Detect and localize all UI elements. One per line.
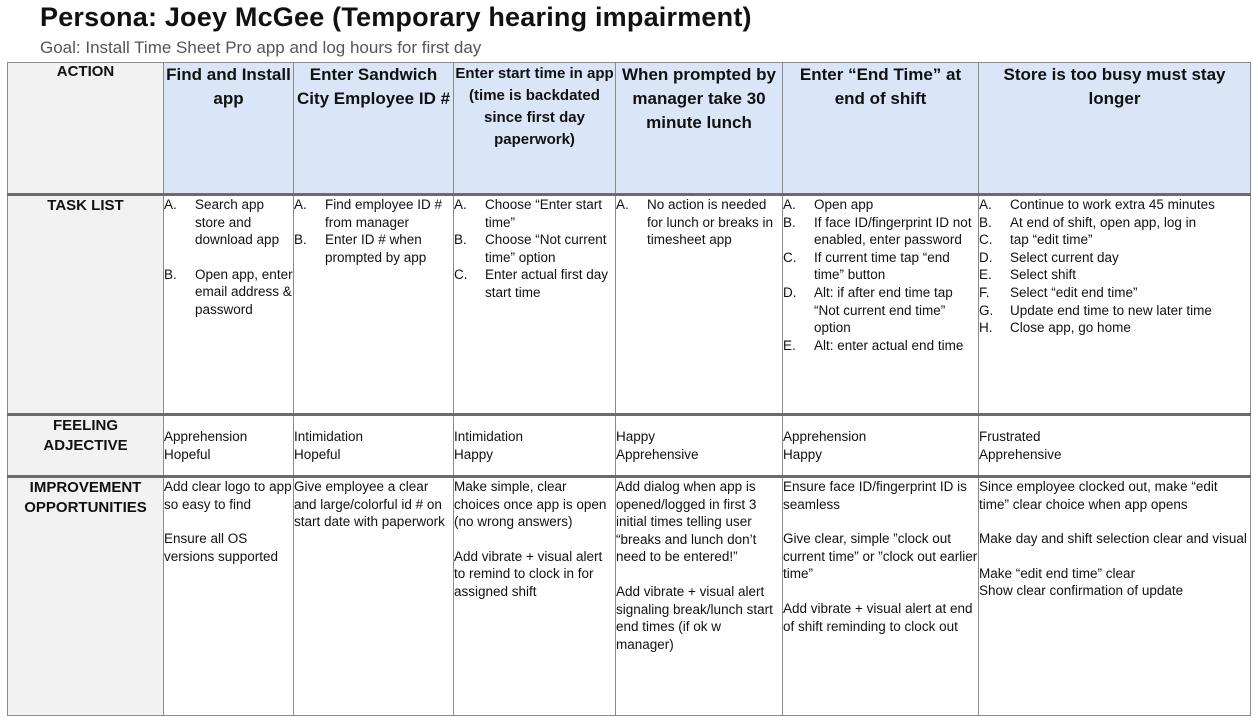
task-item — [979, 319, 1250, 337]
task-item — [979, 196, 1250, 214]
task-text: Select current day — [1010, 249, 1119, 265]
feeling-adjective: Hopeful — [164, 446, 211, 462]
task-list — [616, 196, 782, 249]
task-item — [783, 284, 978, 337]
task-list — [164, 196, 293, 319]
feeling-adjective: Apprehension — [783, 429, 867, 444]
improvement-cell-1 — [164, 477, 294, 716]
task-text: Open app — [814, 197, 874, 212]
task-item — [454, 231, 615, 266]
task-marker: C. — [454, 267, 468, 283]
feeling-cell-3 — [454, 415, 616, 477]
task-marker: A. — [616, 197, 629, 212]
task-item — [616, 196, 782, 249]
row-header-feeling-line2: ADJECTIVE — [43, 437, 128, 454]
feeling-adjective: Apprehensive — [979, 446, 1062, 462]
improvement-text: Add clear logo to app so easy to find — [164, 479, 292, 512]
improvement-text: Make “edit end time” clear Show clear confirmation of update — [979, 565, 1184, 599]
row-header-improvement-line2: OPPORTUNITIES — [24, 499, 147, 516]
improvement-text: Make simple, clear choices once app is open (no wrong answers) — [454, 479, 607, 530]
task-marker: B. — [454, 232, 467, 248]
list-spacer — [164, 249, 293, 266]
improvement-cell-3 — [454, 477, 616, 716]
task-cell-6 — [979, 195, 1251, 415]
task-cell-1 — [164, 195, 294, 415]
improvement-text: Add vibrate + visual alert signaling break/lunch start end times (if ok w manager) — [616, 583, 773, 652]
task-marker: B. — [164, 266, 177, 282]
task-marker: A. — [164, 197, 177, 212]
task-cell-2 — [294, 195, 454, 415]
row-header-improvement-line1: IMPROVEMENT — [29, 479, 142, 496]
task-item — [294, 231, 453, 266]
task-list — [454, 196, 615, 302]
action-cell-6: Store is too busy must stay longer — [979, 63, 1251, 195]
improvement-row — [8, 477, 1251, 716]
task-marker: A. — [454, 197, 467, 212]
task-item — [979, 214, 1250, 232]
improvement-text: Since employee clocked out, make “edit time” clear choice when app opens — [979, 479, 1218, 512]
task-item — [979, 249, 1250, 267]
improvement-text: Add dialog when app is opened/logged in first 3 initial times telling user “breaks and lunch don’t need to be entered!” — [616, 479, 757, 565]
task-item — [783, 214, 978, 249]
task-text: Enter actual first day start time — [485, 267, 609, 300]
task-text: Choose “Not current time” option — [485, 232, 607, 265]
task-marker: E. — [783, 337, 796, 353]
feeling-adjective: Apprehensive — [616, 446, 699, 462]
action-cell-3: Enter start time in app (time is backdated since first day paperwork) — [454, 63, 616, 195]
feeling-adjective: Happy — [454, 446, 494, 462]
task-item — [783, 196, 978, 214]
improvement-text: Add vibrate + visual alert to remind to clock in for assigned shift — [454, 548, 603, 599]
task-cell-5 — [783, 195, 979, 415]
task-item — [979, 302, 1250, 320]
task-marker: D. — [783, 284, 797, 300]
task-text: Alt: if after end time tap “Not current end time” option — [814, 284, 953, 336]
task-text: At end of shift, open app, log in — [1010, 214, 1197, 230]
task-marker: A. — [294, 197, 307, 212]
task-marker: E. — [979, 267, 992, 283]
action-row — [8, 63, 1251, 195]
task-item — [783, 337, 978, 355]
task-item — [979, 231, 1250, 249]
improvement-text: Give clear, simple ”clock out current time” or ”clock out earlier time” — [783, 531, 978, 582]
feeling-adjective: Happy — [783, 446, 823, 462]
task-text: No action is needed for lunch or breaks in timesheet app — [647, 197, 774, 248]
task-cell-4 — [616, 195, 783, 415]
task-text: tap “edit time” — [1010, 232, 1093, 248]
task-marker: G. — [979, 302, 994, 318]
improvement-text: Make day and shift selection clear and visual — [979, 531, 1247, 547]
task-marker: A. — [783, 197, 796, 212]
task-text: Alt: enter actual end time — [814, 337, 964, 353]
improvement-text: Ensure all OS versions supported — [164, 531, 279, 564]
action-cell-2: Enter Sandwich City Employee ID # — [294, 63, 454, 195]
task-text: Select shift — [1010, 267, 1077, 283]
feeling-cell-4 — [616, 415, 783, 477]
improvement-cell-5 — [783, 477, 979, 716]
task-marker: C. — [783, 249, 797, 265]
task-marker: D. — [979, 249, 993, 265]
task-cell-3 — [454, 195, 616, 415]
task-text: Select “edit end time” — [1010, 284, 1138, 300]
feeling-cell-5 — [783, 415, 979, 477]
feeling-adjective: Apprehension — [164, 429, 248, 444]
improvement-cell-4 — [616, 477, 783, 716]
task-marker: C. — [979, 232, 993, 248]
feeling-row — [8, 415, 1251, 477]
action-cell-1: Find and Install app — [164, 63, 294, 195]
task-text: Continue to work extra 45 minutes — [1010, 197, 1215, 212]
page-title: Persona: Joey McGee (Temporary hearing impairment) — [40, 2, 752, 32]
improvement-text: Give employee a clear and large/colorful id # on start date with paperwork — [294, 479, 445, 530]
task-item — [164, 196, 293, 249]
task-text: Close app, go home — [1010, 320, 1131, 336]
task-text: If face ID/fingerprint ID not enabled, enter password — [814, 214, 972, 248]
improvement-text: Add vibrate + visual alert at end of shift reminding to clock out — [783, 600, 973, 634]
task-item — [454, 196, 615, 231]
feeling-cell-6 — [979, 415, 1251, 477]
task-list-row — [8, 195, 1251, 415]
task-marker: H. — [979, 320, 993, 336]
feeling-adjective: Frustrated — [979, 429, 1041, 444]
task-marker: B. — [294, 232, 307, 248]
row-header-feeling — [8, 415, 164, 477]
task-marker: B. — [783, 214, 796, 230]
improvement-cell-2 — [294, 477, 454, 716]
action-cell-5: Enter “End Time” at end of shift — [783, 63, 979, 195]
improvement-text: Ensure face ID/fingerprint ID is seamless — [783, 479, 967, 512]
task-item — [783, 249, 978, 284]
task-item — [294, 196, 453, 231]
task-text: Enter ID # when prompted by app — [325, 232, 427, 265]
task-list — [294, 196, 453, 266]
feeling-cell-1 — [164, 415, 294, 477]
task-text: Choose “Enter start time” — [485, 197, 603, 230]
feeling-cell-2 — [294, 415, 454, 477]
task-item — [979, 284, 1250, 302]
task-text: Find employee ID # from manager — [325, 197, 443, 230]
row-header-task-list: TASK LIST — [8, 195, 164, 415]
row-header-action: ACTION — [8, 63, 164, 195]
task-marker: A. — [979, 197, 992, 212]
journey-map-table — [7, 62, 1251, 716]
goal-subtitle: Goal: Install Time Sheet Pro app and log hours for first day — [40, 38, 482, 57]
task-text: If current time tap “end time” button — [814, 249, 950, 283]
row-header-improvement — [8, 477, 164, 716]
task-marker: B. — [979, 214, 992, 230]
task-item — [979, 266, 1250, 284]
action-cell-4: When prompted by manager take 30 minute lunch — [616, 63, 783, 195]
task-text: Search app store and download app — [195, 197, 280, 248]
task-list — [783, 196, 978, 354]
feeling-adjective: Intimidation — [454, 429, 524, 444]
row-header-feeling-line1: FEELING — [52, 417, 118, 434]
feeling-adjective: Happy — [616, 429, 656, 444]
task-list — [979, 196, 1250, 337]
task-marker: F. — [979, 284, 990, 300]
task-item — [454, 266, 615, 301]
feeling-adjective: Intimidation — [294, 429, 364, 444]
task-text: Update end time to new later time — [1010, 302, 1212, 318]
task-item — [164, 266, 293, 319]
task-text: Open app, enter email address & password — [195, 266, 293, 317]
improvement-cell-6 — [979, 477, 1251, 716]
feeling-adjective: Hopeful — [294, 446, 341, 462]
